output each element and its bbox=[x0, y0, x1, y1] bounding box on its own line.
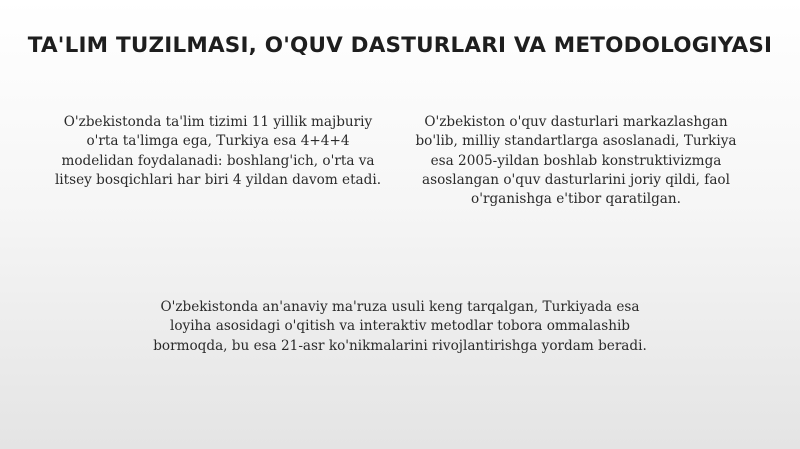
text-block-left: O'zbekistonda ta'lim tizimi 11 yillik majburiy o'rta ta'limga ega, Turkiya esa 4+4+4 modelidan foydalanadi: boshlang'ich, o'rta va litsey bosqichlari har biri 4 yildan davom etadi. bbox=[54, 114, 382, 188]
text-block-bottom: O'zbekistonda an'anaviy ma'ruza usuli keng tarqalgan, Turkiyada esa loyiha asosidagi o'qitish va interaktiv metodlar tobora ommalashib bormoqda, bu esa 21-asr ko'nikmalarini rivojlantirishga yordam beradi. bbox=[153, 299, 647, 354]
text-block-right: O'zbekiston o'quv dasturlari markazlashgan bo'lib, milliy standartlarga asoslanadi, Turkiya esa 2005-yildan boshlab konstruktivizmga asoslangan o'quv dasturlarini joriy qildi, faol o'rganishga e'tibor qaratilgan. bbox=[415, 114, 737, 208]
slide-title: TA'LIM TUZILMASI, O'QUV DASTURLARI VA METODOLOGIYASI bbox=[27, 33, 773, 58]
